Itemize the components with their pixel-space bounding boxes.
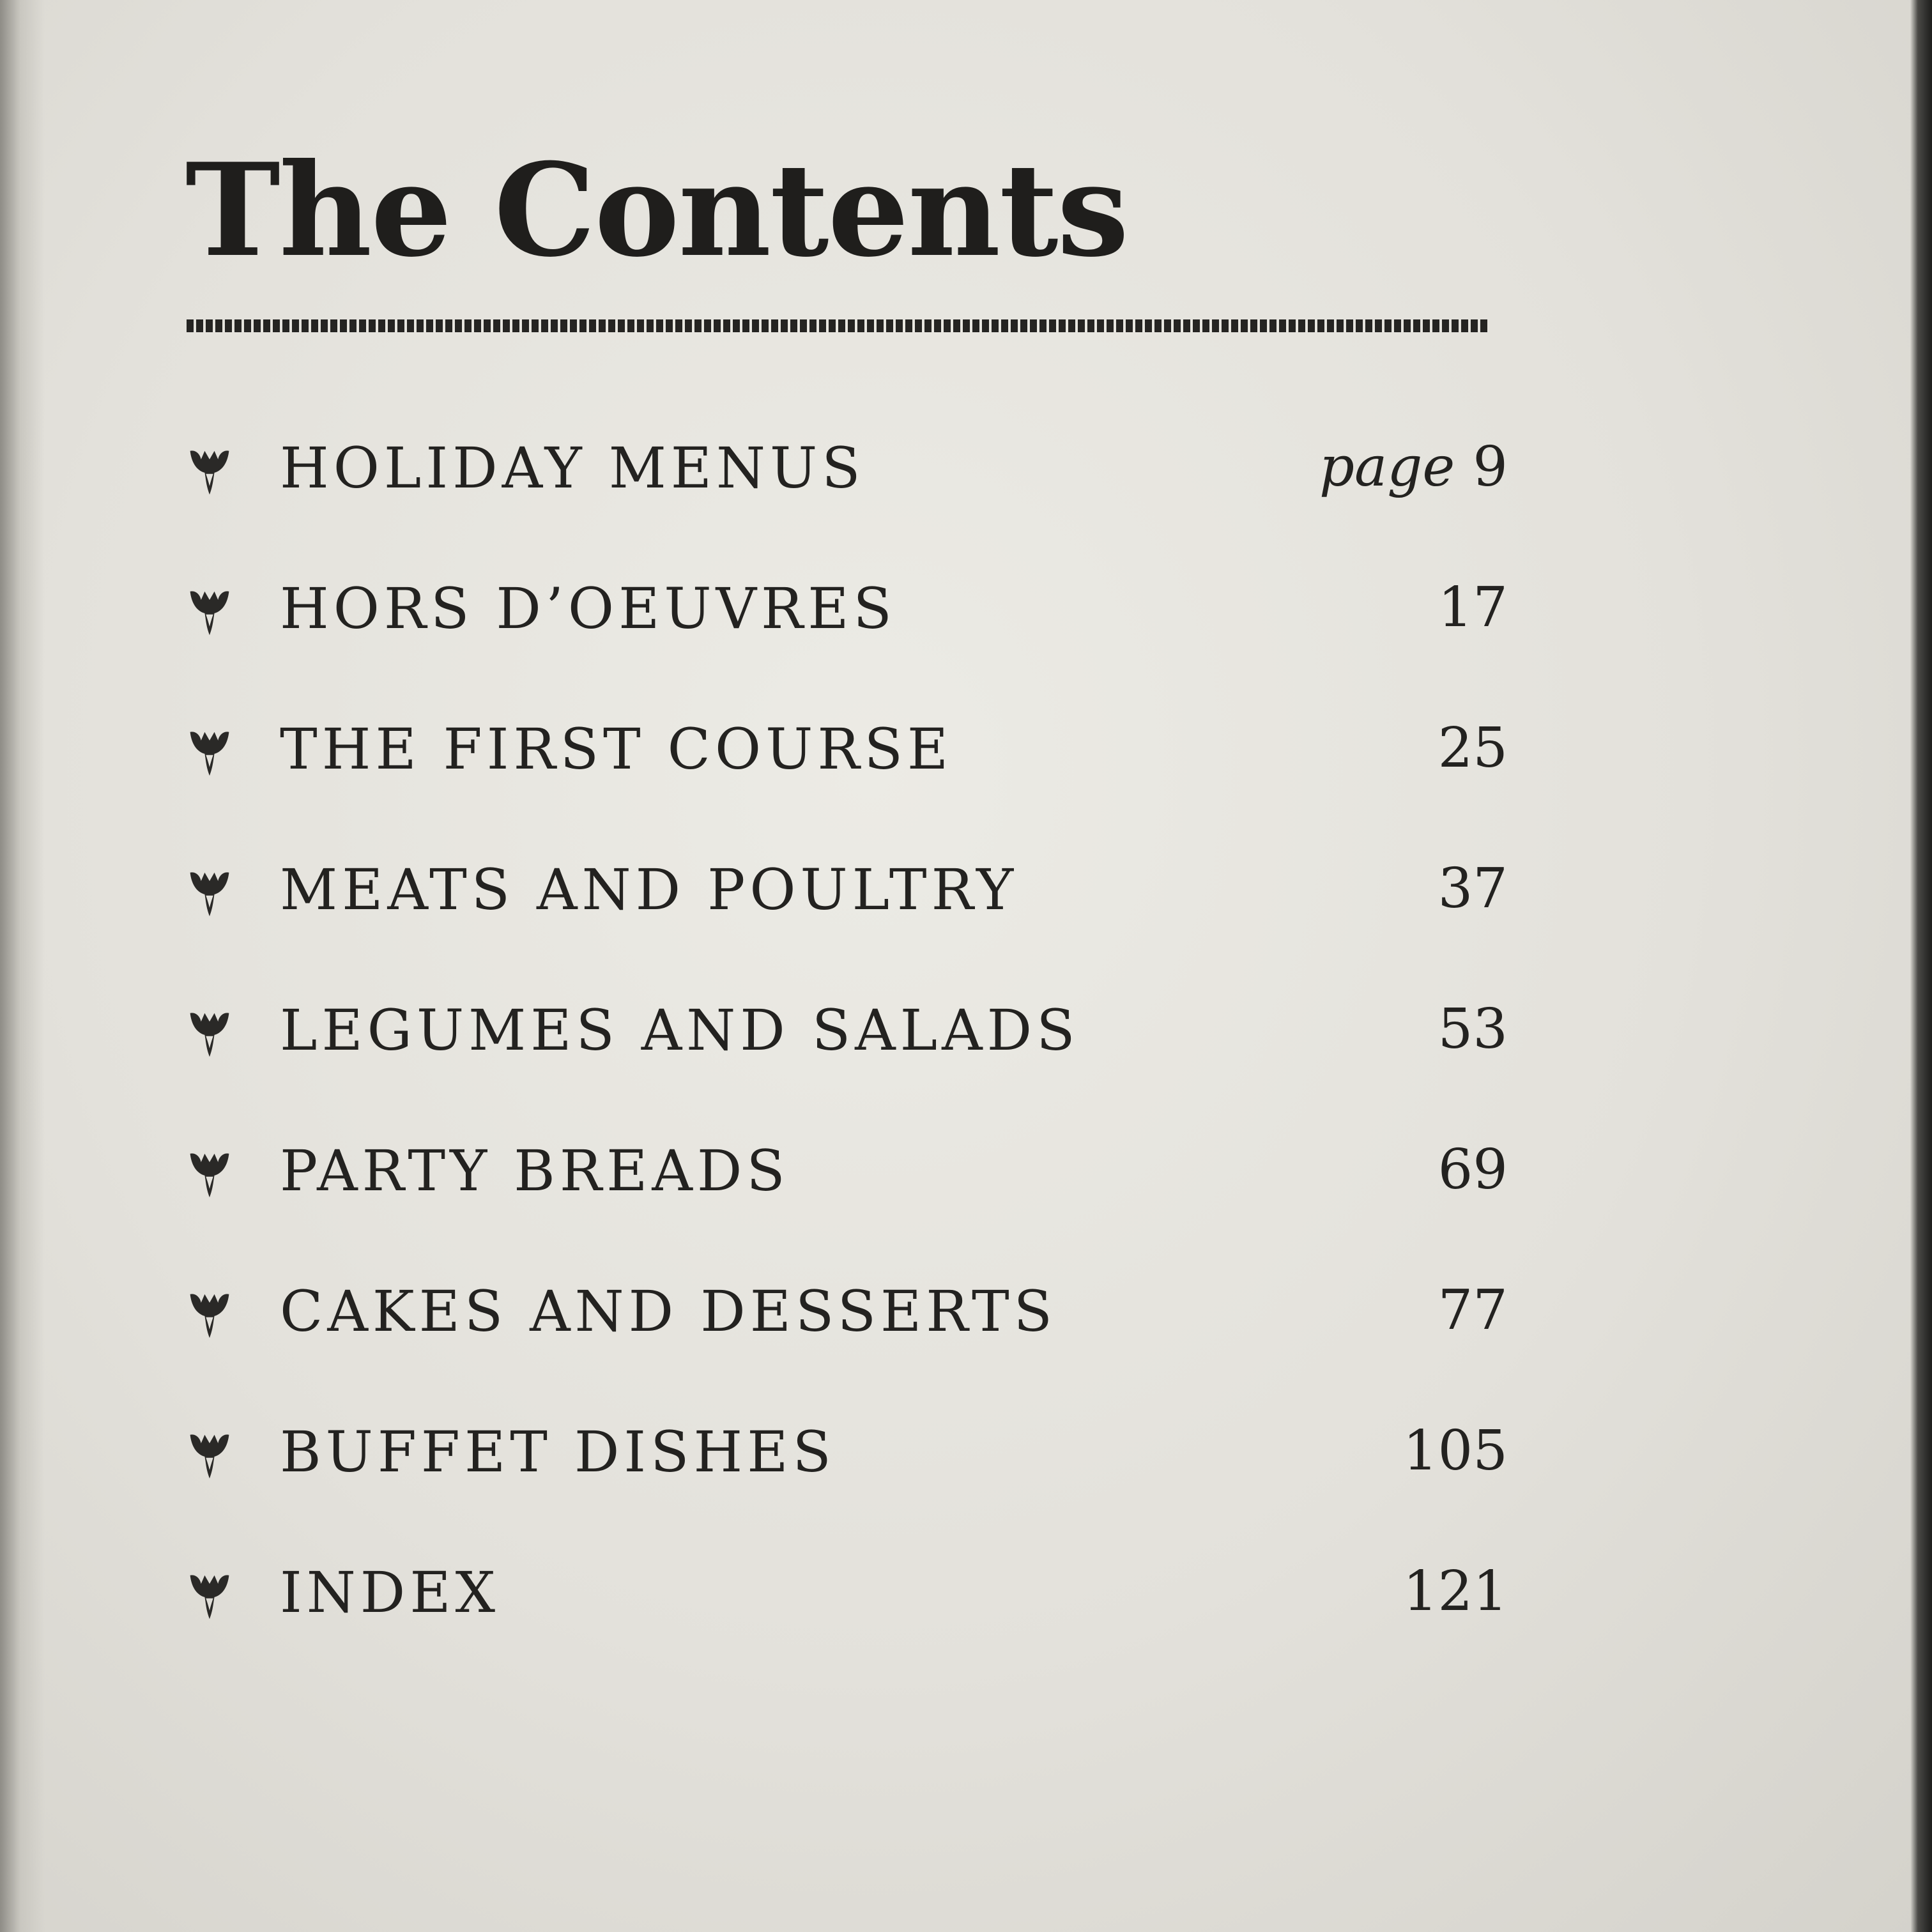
entry-title: PARTY BREADS (280, 1138, 790, 1204)
entry-title: BUFFET DISHES (280, 1419, 836, 1485)
page-title: The Contents (185, 135, 1128, 286)
entry-title: HOLIDAY MENUS (280, 435, 865, 501)
entry-title: HORS D’OEUVRES (280, 576, 896, 641)
contents-entry (185, 575, 1508, 716)
entry-page-number: 77 (1438, 1278, 1508, 1342)
entry-page-number: 105 (1402, 1419, 1508, 1483)
entry-page-number: 121 (1402, 1560, 1508, 1623)
entry-title: MEATS AND POULTRY (280, 857, 1018, 923)
contents-entry (185, 434, 1508, 575)
entry-page-number: 53 (1438, 997, 1508, 1061)
page-edge-shadow (1910, 0, 1932, 1932)
contents-list (185, 434, 1508, 1699)
tulip-ornament-icon (185, 1570, 234, 1621)
page-prefix: page (1319, 435, 1455, 499)
contents-entry (185, 1137, 1508, 1278)
tulip-ornament-icon (185, 727, 234, 778)
contents-entry (185, 1418, 1508, 1559)
tulip-ornament-icon (185, 446, 234, 497)
entry-page-number: 25 (1438, 716, 1508, 780)
tulip-ornament-icon (185, 1430, 234, 1481)
tulip-ornament-icon (185, 586, 234, 638)
entry-title: CAKES AND DESSERTS (280, 1278, 1057, 1344)
tulip-ornament-icon (185, 1149, 234, 1200)
page-gutter-shadow (0, 0, 45, 1932)
tulip-ornament-icon (185, 868, 234, 919)
contents-entry (185, 716, 1508, 856)
entry-page-number: 69 (1438, 1138, 1508, 1202)
contents-entry (185, 856, 1508, 997)
entry-page-number: 37 (1438, 857, 1508, 921)
page-number: 9 (1473, 435, 1508, 499)
contents-entry (185, 997, 1508, 1137)
contents-entry (185, 1278, 1508, 1418)
entry-page-number (1319, 434, 1508, 500)
contents-entry (185, 1559, 1508, 1699)
entry-title: THE FIRST COURSE (280, 716, 953, 782)
entry-title: LEGUMES AND SALADS (280, 997, 1080, 1063)
entry-page-number: 17 (1438, 576, 1508, 640)
tulip-ornament-icon (185, 1289, 234, 1340)
entry-title: INDEX (280, 1560, 500, 1625)
dotted-rule (187, 319, 1490, 332)
tulip-ornament-icon (185, 1008, 234, 1059)
